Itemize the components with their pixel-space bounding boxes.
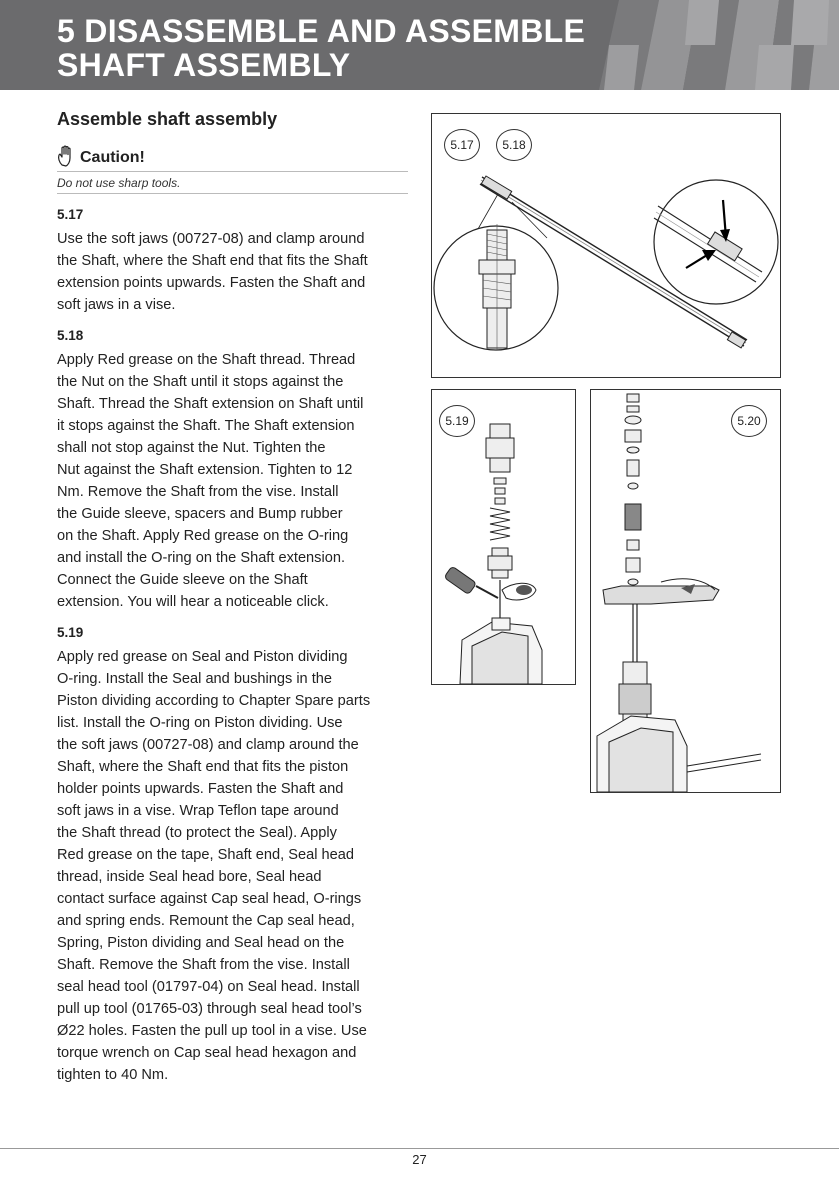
figure-label: 5.18	[496, 129, 532, 161]
chapter-title	[57, 14, 585, 82]
figure-5-20	[590, 389, 781, 793]
footer-divider	[0, 1148, 839, 1149]
hand-stop-icon	[57, 145, 80, 172]
step-number: 5.19	[57, 625, 84, 640]
chapter-title-line1: 5 DISASSEMBLE AND ASSEMBLE	[57, 13, 586, 49]
page-number: 27	[412, 1152, 427, 1167]
step-5-19	[57, 625, 412, 1086]
figure-label: 5.20	[731, 405, 767, 437]
figure-label: 5.19	[439, 405, 475, 437]
section-title: Assemble shaft assembly	[57, 109, 278, 129]
checkered-flag-graphic	[579, 0, 839, 90]
caution-text: Do not use sharp tools.	[57, 172, 408, 194]
chapter-header	[0, 0, 839, 90]
figure-5-17-5-18	[431, 113, 781, 378]
shaft-illustration	[432, 114, 780, 377]
step-number: 5.18	[57, 328, 84, 343]
step-5-17	[57, 207, 412, 316]
caution-title-row	[57, 146, 408, 172]
step-text: Apply red grease on Seal and Piston dividing O-ring. Install the Seal and bushings in the Piston dividing according to Chapter Spare parts list. Install the O-ring on Piston dividing. Use the soft jaws (00727-08) and clamp around the Shaft, where the Shaft end that fits the piston holder points upwards. Fasten the Shaft and soft jaws in a vise. Wrap Teflon tape around the Shaft thread (to protect the Seal). Apply Red grease on the tape, Shaft end, Seal head thread, inside Seal head bore, Seal head contact surface against Cap seal head, O-rings and spring ends. Remount the Cap seal head, Spring, Piston dividing and Seal head on the Shaft. Remove the Shaft from the vise. Install seal head tool (01797-04) on Seal head. Install pull up tool (01765-03) through seal head tool’s Ø22 holes. Fasten the pull up tool in a vise. Use torque wrench on Cap seal head hexagon and tighten to 40 Nm.	[57, 649, 371, 1083]
step-5-18	[57, 328, 412, 613]
step-number: 5.17	[57, 207, 84, 222]
caution-box	[57, 146, 408, 194]
figure-label: 5.17	[444, 129, 480, 161]
step-text: Use the soft jaws (00727-08) and clamp around the Shaft, where the Shaft end that fits the Shaft extension points upwards. Fasten the Shaft and soft jaws in a vise.	[57, 231, 368, 313]
step-text: Apply Red grease on the Shaft thread. Thread the Nut on the Shaft until it stops against the Shaft. Thread the Shaft extension on Shaft until it stops against the Shaft. The Shaft extension shall not stop against the Nut. Tighten the Nut against the Shaft extension. Tighten to 12 Nm. Remove the Shaft from the vise. Install the Guide sleeve, spacers and Bump rubber on the Shaft. Apply Red grease on the O-ring and install the O-ring on the Shaft extension. Connect the Guide sleeve on the Shaft extension. You will hear a noticeable click.	[57, 352, 364, 610]
figure-5-19	[431, 389, 576, 685]
cap-seal-head-illustration	[591, 390, 780, 792]
chapter-title-line2: SHAFT ASSEMBLY	[57, 47, 351, 83]
caution-title: Caution!	[80, 149, 145, 166]
